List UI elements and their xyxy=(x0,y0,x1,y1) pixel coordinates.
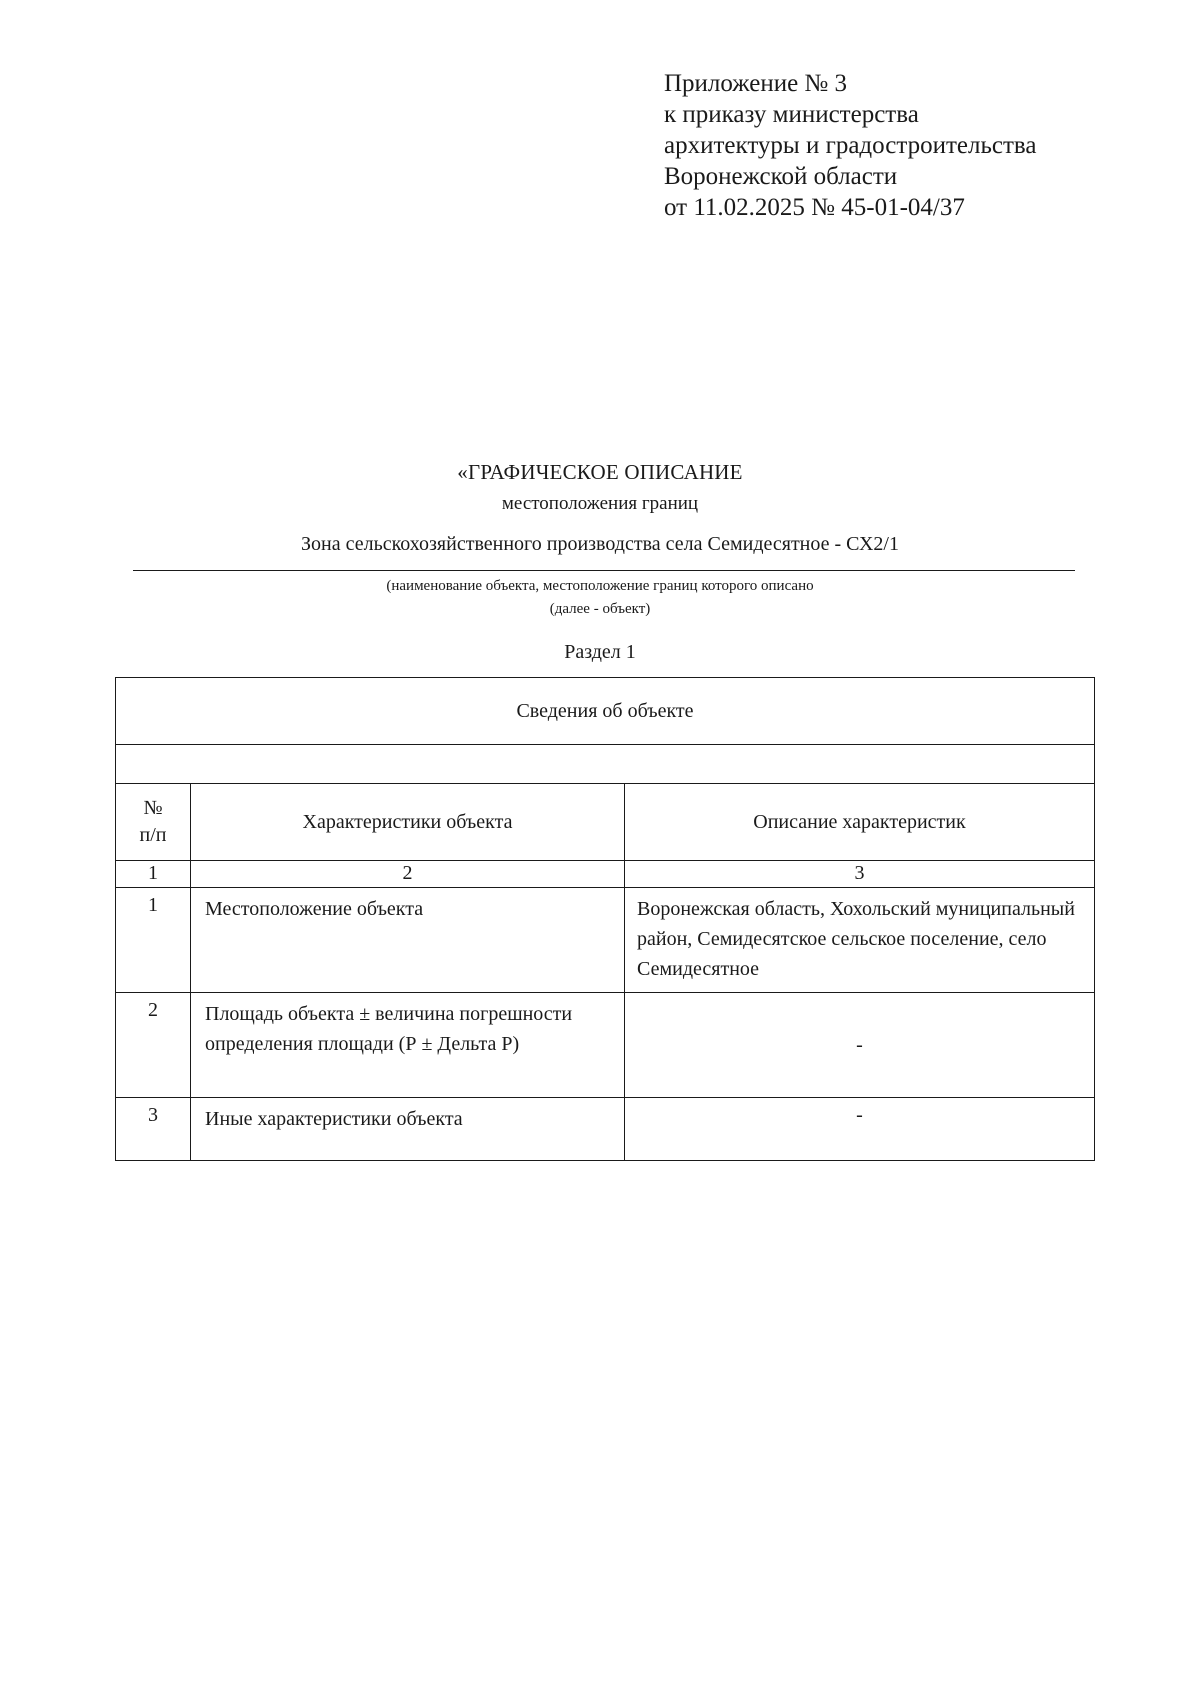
appendix-line: Воронежской области xyxy=(664,163,898,190)
row-description: Воронежская область, Хохольский муниципальный район, Семидесятское сельское поселение, село Семидесятное xyxy=(625,888,1095,993)
object-caption: (наименование объекта, местоположение границ которого описано xyxy=(386,578,814,594)
row-description: - xyxy=(625,993,1095,1098)
row-num: 2 xyxy=(116,993,191,1098)
object-name-underline xyxy=(133,570,1075,571)
table-row xyxy=(116,993,1095,1098)
column-number: 1 xyxy=(116,861,191,888)
table-row xyxy=(116,1098,1095,1161)
object-name: Зона сельскохозяйственного производства села Семидесятное - СХ2/1 xyxy=(301,533,899,555)
appendix-line: Приложение № 3 xyxy=(664,70,848,97)
row-characteristic: Площадь объекта ± величина погрешности определения площади (Р ± Дельта Р) xyxy=(191,993,625,1098)
table-header-row xyxy=(116,784,1095,861)
column-number-row xyxy=(116,861,1095,888)
appendix-line: от 11.02.2025 № 45-01-04/37 xyxy=(664,194,965,221)
table-row xyxy=(116,888,1095,993)
object-caption-continued: (далее - объект) xyxy=(549,601,651,617)
document-title: «ГРАФИЧЕСКОЕ ОПИСАНИЕ xyxy=(457,460,743,484)
column-header-num xyxy=(116,784,191,861)
row-num: 3 xyxy=(116,1098,191,1161)
column-header-num-label: № п/п xyxy=(139,797,167,846)
column-number: 2 xyxy=(191,861,625,888)
row-characteristic: Местоположение объекта xyxy=(191,888,625,993)
row-num: 1 xyxy=(116,888,191,993)
table-title: Сведения об объекте xyxy=(116,678,1095,745)
appendix-line: к приказу министерства xyxy=(664,101,919,128)
appendix-block xyxy=(664,68,1036,223)
table-blank-row xyxy=(116,745,1095,784)
object-info-table xyxy=(115,677,1095,1161)
column-header-description: Описание характеристик xyxy=(625,784,1095,861)
column-number: 3 xyxy=(625,861,1095,888)
appendix-line: архитектуры и градостроительства xyxy=(664,132,1037,159)
section-heading: Раздел 1 xyxy=(564,641,636,663)
row-characteristic: Иные характеристики объекта xyxy=(191,1098,625,1161)
row-description: - xyxy=(625,1098,1095,1161)
column-header-characteristic: Характеристики объекта xyxy=(191,784,625,861)
document-subtitle: местоположения границ xyxy=(501,493,699,514)
